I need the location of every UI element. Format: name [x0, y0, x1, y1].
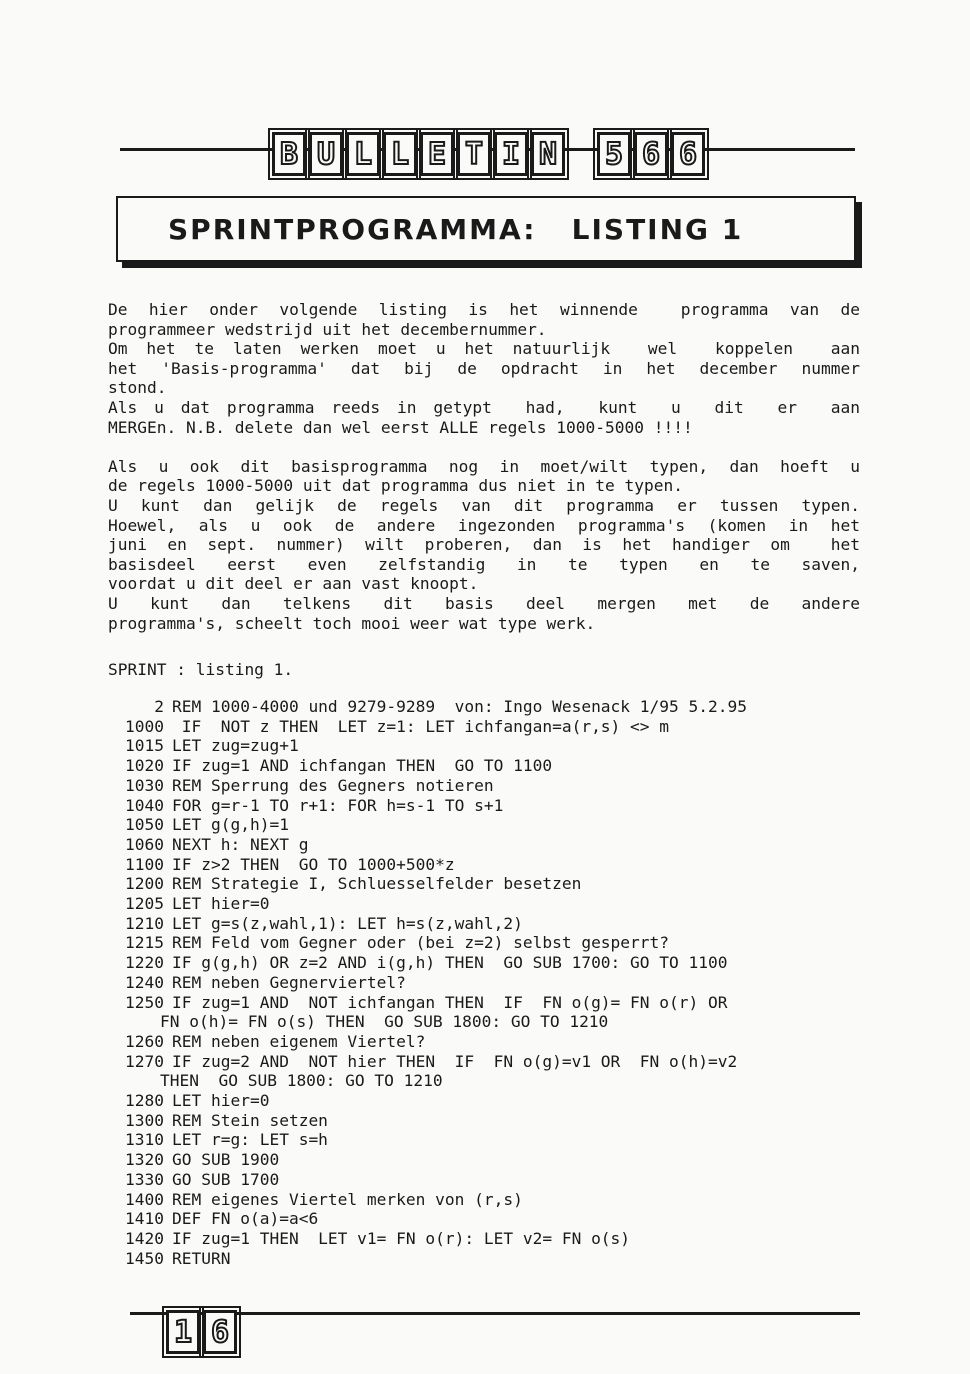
code-text: LET r=g: LET s=h: [172, 1130, 328, 1150]
paragraph: [108, 300, 860, 437]
listing-line: [112, 776, 872, 796]
code-text: REM neben eigenem Viertel?: [172, 1031, 426, 1051]
masthead-letter: I: [494, 132, 528, 176]
line-number: 1200: [125, 874, 164, 894]
page-number-digit: 1: [166, 1310, 200, 1354]
listing-line: [112, 835, 872, 855]
line-number: 1240: [125, 972, 164, 992]
listing-line: [112, 953, 872, 973]
masthead-letter: L: [383, 132, 417, 176]
code-text: GO SUB 1700: [172, 1169, 280, 1189]
line-number: 1310: [125, 1130, 164, 1150]
text-line: basisdeel eerst even zelfstandig in te typen en te saven,: [108, 554, 860, 574]
code-text: IF g(g,h) OR z=2 AND i(g,h) THEN GO SUB 1700: GO TO 1100: [172, 953, 728, 973]
line-number: 1020: [125, 756, 164, 776]
listing-line: [112, 1150, 872, 1170]
line-number: 1320: [125, 1150, 164, 1170]
text-line: U kunt dan telkens dit basis deel mergen met de andere: [108, 593, 860, 613]
text-line: Als u dat programma reeds in getypt had, kunt u dit er aan: [108, 397, 860, 417]
code-text: REM Strategie I, Schluesselfelder besetzen: [172, 874, 582, 894]
code-text: IF zug=1 THEN LET v1= FN o(r): LET v2= FN o(s): [172, 1228, 631, 1248]
code-text: LET hier=0: [172, 894, 270, 914]
line-number: 1100: [125, 854, 164, 874]
text-line: voordat u dit deel er aan vast knoopt.: [108, 574, 479, 594]
code-text: IF NOT z THEN LET z=1: LET ichfangan=a(r,s) <> m: [172, 716, 670, 736]
line-number: 1215: [125, 933, 164, 953]
listing-line: [112, 796, 872, 816]
listing-line: [112, 1229, 872, 1249]
code-text: FOR g=r-1 TO r+1: FOR h=s-1 TO s+1: [172, 795, 504, 815]
code-text: DEF FN o(a)=a<6: [172, 1209, 319, 1229]
code-text: REM eigenes Viertel merken von (r,s): [172, 1189, 523, 1209]
listing-line: [112, 815, 872, 835]
listing-line: [112, 914, 872, 934]
text-line: stond.: [108, 378, 167, 398]
line-number: 1040: [125, 795, 164, 815]
line-number: 1410: [125, 1209, 164, 1229]
listing-line: [112, 1190, 872, 1210]
listing-line: [112, 894, 872, 914]
page-title: SPRINTPROGRAMMA: LISTING 1: [168, 212, 744, 246]
text-line: programma's, scheelt toch mooi weer wat type werk.: [108, 613, 596, 633]
listing-line: [112, 1249, 872, 1269]
text-line: MERGEn. N.B. delete dan wel eerst ALLE regels 1000-5000 !!!!: [108, 417, 693, 437]
code-text: IF z>2 THEN GO TO 1000+500*z: [172, 854, 455, 874]
line-number: 1030: [125, 775, 164, 795]
listing-line: [112, 756, 872, 776]
listing-line: [112, 1052, 872, 1072]
listing-line: [112, 1032, 872, 1052]
code-text: IF zug=1 AND NOT ichfangan THEN IF FN o(g)= FN o(r) OR: [172, 992, 728, 1012]
listing-line: [112, 1209, 872, 1229]
masthead-title: [272, 132, 705, 176]
code-text: RETURN: [172, 1248, 231, 1268]
code-text: LET g=s(z,wahl,1): LET h=s(z,wahl,2): [172, 913, 523, 933]
text-line: De hier onder volgende listing is het winnende programma van de: [108, 300, 860, 319]
text-line: U kunt dan gelijk de regels van dit programma er tussen typen.: [108, 495, 860, 515]
listing-line: [112, 993, 872, 1013]
masthead-letter: U: [309, 132, 343, 176]
code-text: REM Sperrung des Gegners notieren: [172, 775, 494, 795]
listing-line: [112, 933, 872, 953]
code-continuation: THEN GO SUB 1800: GO TO 1210: [160, 1071, 443, 1091]
line-number: 1260: [125, 1031, 164, 1051]
line-number: 1420: [125, 1228, 164, 1248]
code-text: IF zug=1 AND ichfangan THEN GO TO 1100: [172, 756, 553, 776]
paragraph: [108, 457, 860, 633]
line-number: 1300: [125, 1110, 164, 1130]
code-text: REM 1000-4000 und 9279-9289 von: Ingo Wesenack 1/95 5.2.95: [172, 697, 747, 716]
page-number-digit: 6: [203, 1310, 237, 1354]
masthead-spacer: [568, 132, 594, 176]
text-line: programmeer wedstrijd uit het decembernummer.: [108, 319, 547, 339]
line-number: 1250: [125, 992, 164, 1012]
masthead-number-digit: 6: [671, 132, 705, 176]
page-number: [166, 1310, 237, 1354]
line-number: 1205: [125, 894, 164, 914]
line-number: 1220: [125, 953, 164, 973]
listing-line: [112, 1130, 872, 1150]
text-line: juni en sept. nummer) wilt proberen, dan is het handiger om het: [108, 535, 860, 555]
line-number: 1210: [125, 913, 164, 933]
text-line: Hoewel, als u ook de andere ingezonden programma's (komen in het: [108, 515, 860, 535]
masthead-letter: L: [346, 132, 380, 176]
listing-line: [112, 736, 872, 756]
masthead-letter: T: [457, 132, 491, 176]
listing-line: [112, 874, 872, 894]
line-number: 1280: [125, 1091, 164, 1111]
listing-line: [112, 973, 872, 993]
text-line: het 'Basis-programma' dat bij de opdracht in het december nummer: [108, 358, 860, 378]
code-text: REM neben Gegnerviertel?: [172, 972, 406, 992]
code-text: GO SUB 1900: [172, 1150, 280, 1170]
line-number: 1270: [125, 1051, 164, 1071]
intro-text: [108, 300, 860, 653]
line-number: 2: [154, 697, 164, 716]
line-number: 1330: [125, 1169, 164, 1189]
line-number: 1060: [125, 834, 164, 854]
code-text: LET zug=zug+1: [172, 736, 299, 756]
listing-line: [112, 697, 872, 717]
line-number: 1400: [125, 1189, 164, 1209]
masthead-letter: E: [420, 132, 454, 176]
code-text: IF zug=2 AND NOT hier THEN IF FN o(g)=v1 OR FN o(h)=v2: [172, 1051, 738, 1071]
text-line: Om het te laten werken moet u het natuurlijk wel koppelen aan: [108, 339, 860, 359]
code-continuation: FN o(h)= FN o(s) THEN GO SUB 1800: GO TO 1210: [160, 1012, 609, 1032]
code-text: LET hier=0: [172, 1091, 270, 1111]
masthead-number-digit: 5: [597, 132, 631, 176]
line-number: 1050: [125, 815, 164, 835]
masthead-letter: B: [272, 132, 306, 176]
footer: [130, 1300, 860, 1356]
masthead-letter: N: [531, 132, 565, 176]
listing-line: [112, 1091, 872, 1111]
title-box: [116, 196, 856, 262]
listing-line: [112, 1111, 872, 1131]
footer-rule: [130, 1312, 860, 1315]
line-number: 1000: [125, 716, 164, 736]
line-number: 1015: [125, 736, 164, 756]
listing-line: [112, 855, 872, 875]
code-listing: [112, 697, 872, 1268]
text-line: de regels 1000-5000 uit dat programma dus niet in te typen.: [108, 476, 683, 496]
listing-line: [112, 717, 872, 737]
code-text: REM Stein setzen: [172, 1110, 328, 1130]
code-text: NEXT h: NEXT g: [172, 834, 309, 854]
code-text: REM Feld vom Gegner oder (bei z=2) selbst gesperrt?: [172, 933, 670, 953]
listing-heading: SPRINT : listing 1.: [108, 660, 294, 679]
text-line: Als u ook dit basisprogramma nog in moet/wilt typen, dan hoeft u: [108, 456, 860, 476]
masthead-number-digit: 6: [634, 132, 668, 176]
line-number: 1450: [125, 1248, 164, 1268]
masthead: [120, 128, 855, 188]
listing-line: [112, 1170, 872, 1190]
code-text: LET g(g,h)=1: [172, 815, 289, 835]
